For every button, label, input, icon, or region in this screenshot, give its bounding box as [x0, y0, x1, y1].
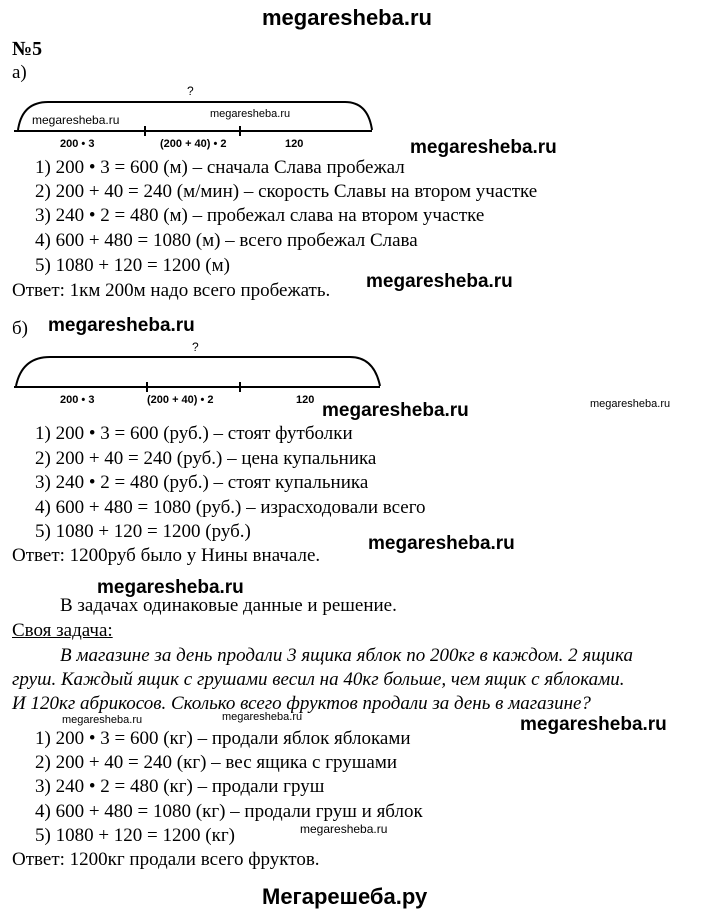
diagram-b-segment-3: 120	[296, 394, 315, 406]
step-a-2: 2) 200 + 40 = 240 (м/мин) – скорость Славы на втором участке	[35, 181, 538, 202]
task-number: №5	[12, 38, 43, 60]
watermark-10: megaresheba.ru	[520, 714, 667, 735]
diagram-a-segment-2: (200 + 40) • 2	[160, 138, 227, 150]
diagram-a-segment-1: 200 • 3	[60, 138, 95, 150]
own-step-4: 4) 600 + 480 = 1080 (кг) – продали груш и яблок	[35, 801, 423, 822]
watermark-4: megaresheba.ru	[322, 400, 469, 421]
step-b-3: 3) 240 • 2 = 480 (руб.) – стоят купальника	[35, 472, 369, 493]
step-a-5: 5) 1080 + 120 = 1200 (м)	[35, 255, 230, 276]
note-same-data: В задачах одинаковые данные и решение.	[60, 595, 397, 616]
diagram-b	[0, 0, 720, 400]
step-b-1: 1) 200 • 3 = 600 (руб.) – стоят футболки	[35, 423, 353, 444]
watermark-1: megaresheba.ru	[410, 137, 557, 158]
part-a-label: а)	[12, 62, 27, 83]
watermark-3: megaresheba.ru	[48, 315, 195, 336]
step-b-2: 2) 200 + 40 = 240 (руб.) – цена купальника	[35, 448, 377, 469]
answer-b: Ответ: 1200руб было у Нины вначале.	[12, 545, 321, 566]
diagram-a-watermark-left: megaresheba.ru	[32, 113, 120, 127]
diagram-a-segment-3: 120	[285, 138, 304, 150]
watermark-8: megaresheba.ru	[62, 714, 143, 726]
diagram-a-question: ?	[187, 84, 194, 98]
own-step-5: 5) 1080 + 120 = 1200 (кг)	[35, 825, 235, 846]
watermark-7: megaresheba.ru	[97, 577, 244, 598]
step-a-4: 4) 600 + 480 = 1080 (м) – всего пробежал Слава	[35, 230, 418, 251]
part-b-label: б)	[12, 318, 28, 339]
own-step-2: 2) 200 + 40 = 240 (кг) – вес ящика с грушами	[35, 752, 398, 773]
own-task-line-2: груш. Каждый ящик с грушами весил на 40кг больше, чем ящик с яблоками.	[12, 669, 625, 690]
watermark-6: megaresheba.ru	[368, 533, 515, 554]
watermark-11: megaresheba.ru	[300, 822, 388, 836]
footer-watermark: Мегарешеба.ру	[262, 884, 428, 909]
answer-own: Ответ: 1200кг продали всего фруктов.	[12, 849, 320, 870]
watermark-2: megaresheba.ru	[366, 271, 513, 292]
own-step-1: 1) 200 • 3 = 600 (кг) – продали яблок яблоками	[35, 728, 411, 749]
own-task-heading: Своя задача:	[12, 620, 113, 641]
step-b-5: 5) 1080 + 120 = 1200 (руб.)	[35, 521, 251, 542]
watermark-5: megaresheba.ru	[590, 398, 671, 410]
own-task-line-3: И 120кг абрикосов. Сколько всего фруктов продали за день в магазине?	[12, 693, 591, 714]
step-a-1: 1) 200 • 3 = 600 (м) – сначала Слава пробежал	[35, 157, 405, 178]
own-task-line-1: В магазине за день продали 3 ящика яблок по 200кг в каждом. 2 ящика	[60, 645, 633, 666]
diagram-b-segment-2: (200 + 40) • 2	[147, 394, 214, 406]
step-b-4: 4) 600 + 480 = 1080 (руб.) – израсходовали всего	[35, 497, 426, 518]
diagram-b-segment-1: 200 • 3	[60, 394, 95, 406]
diagram-b-question: ?	[192, 340, 199, 354]
step-a-3: 3) 240 • 2 = 480 (м) – пробежал слава на втором участке	[35, 205, 485, 226]
diagram-a-watermark-right: megaresheba.ru	[210, 108, 291, 120]
watermark-9: megaresheba.ru	[222, 711, 303, 723]
own-step-3: 3) 240 • 2 = 480 (кг) – продали груш	[35, 776, 325, 797]
answer-a: Ответ: 1км 200м надо всего пробежать.	[12, 280, 331, 301]
header-watermark: megaresheba.ru	[262, 5, 432, 30]
